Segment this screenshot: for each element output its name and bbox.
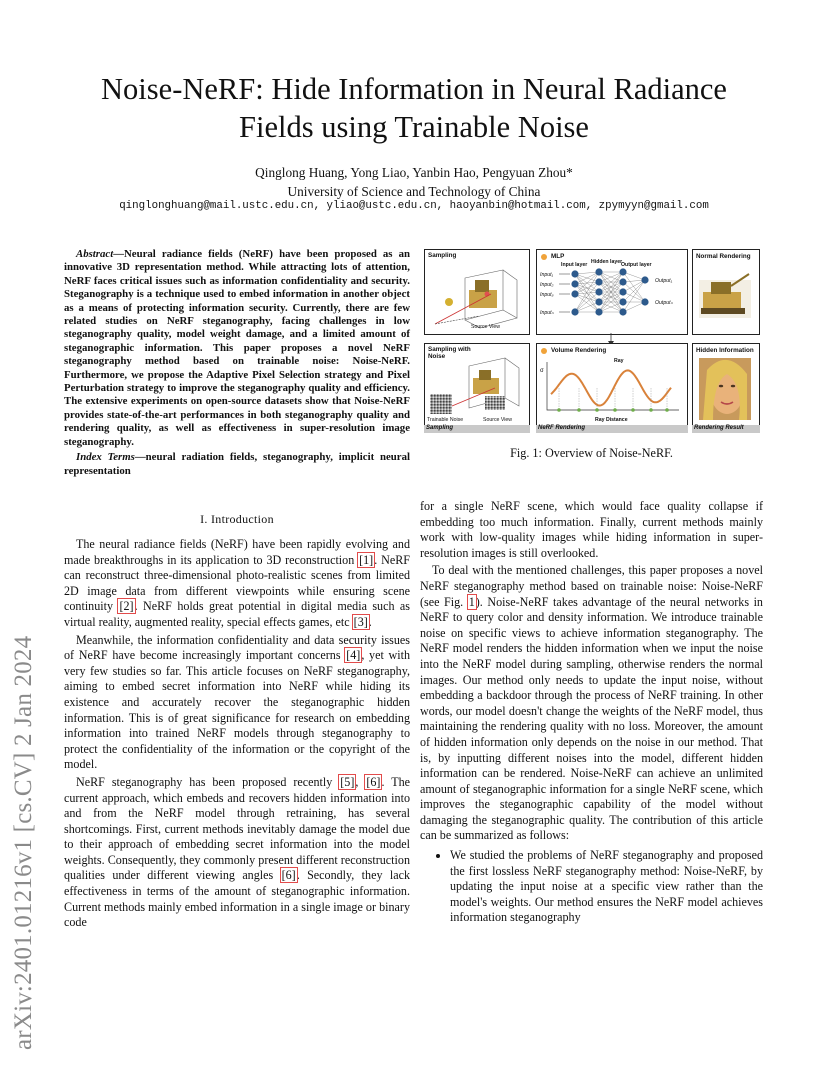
network-node <box>595 308 602 315</box>
index-terms-text: —neural radiation fields, steganography, implicit neural representation <box>64 451 410 477</box>
network-node <box>595 278 602 285</box>
mlp-label: MLP <box>551 253 565 260</box>
normal-rendering-label: Normal Rendering <box>696 253 751 260</box>
sampling-panel <box>424 249 530 335</box>
sample-point <box>595 408 599 412</box>
author-names: Qinglong Huang, Yong Liao, Yanbin Hao, Pengyuan Zhou* <box>255 165 573 180</box>
abstract-text: —Neural radiance fields (NeRF) have been proposed as an innovative 3D representation method. While attracting lots of attention, NeRF faces critical issues such as information confidentiality and security. Steganography is a technique used to embed information in another object as a means of protecting information security. Currently, there are few related studies on NeRF steganography, facing challenges in low steganography quality, model weight damage, and a limited amount of steganographic information. This paper proposes a novel NeRF steganography method based on trainable noise: Noise-NeRF. Furthermore, we propose the Adaptive Pixel Selection strategy and Pixel Perturbation strategy to improve the steganography quality and efficiency. The extensive experiments on open-source datasets show that Noise-NeRF provides state-of-the-art performances in both steganography quality and rendering quality, as well as effectiveness in super-resolution image steganography. <box>64 248 410 448</box>
body-paragraph <box>420 563 763 844</box>
abstract <box>64 248 410 478</box>
neural-network-diagram <box>537 250 687 334</box>
contribution-item: • We studied the problems of NeRF steganography and proposed the first lossless NeRF steganography method: Noise-NeRF, by updating the input noise at a specific view rather than the model's weights. Our method ensures the NeRF model achieves information steganography <box>450 848 763 926</box>
section-heading: I. Introduction <box>200 512 274 526</box>
density-curve-line <box>551 370 671 405</box>
network-node <box>641 276 648 283</box>
volume-rendering-panel <box>536 343 688 427</box>
input-label: Input₂ <box>540 282 554 288</box>
text-span: The neural radiance fields (NeRF) have been rapidly evolving and made breakthroughs in its application to 3D reconstruction <box>64 537 410 567</box>
author-block <box>40 163 788 201</box>
citation-link[interactable]: [4] <box>346 648 361 663</box>
network-node <box>595 268 602 275</box>
source-view-label: Source View <box>483 417 513 423</box>
title-line-1: Noise-NeRF: Hide Information in Neural Radiance <box>101 72 727 106</box>
intro-paragraph <box>64 537 410 631</box>
sampling-tag: Sampling <box>426 425 454 431</box>
output-layer-label: Output layer <box>621 262 652 268</box>
nerf-rendering-tag: NeRF Rendering <box>538 425 586 431</box>
hidden-portrait-image <box>693 344 759 426</box>
volume-rendering-label: Volume Rendering <box>551 347 607 354</box>
text-span: . Secondly, they lack effectiveness in terms of the amount of steganographic information. Current methods mainly embed information in a single image or binary code <box>64 868 410 930</box>
density-curve <box>537 344 687 426</box>
citation-link[interactable]: [3] <box>353 614 368 629</box>
text-span: . The current approach, which embeds and recovers hidden information into and from the NeRF model through retraining, has several shortcomings. First, current methods inevitably damage the model due to their approach of embedding secret information into the model weights. Consequently, they commonly present different reconstruction qualities under different viewing angles <box>64 774 410 883</box>
text-span: NeRF steganography has been proposed recently <box>76 774 340 789</box>
index-terms-label: Index Terms <box>76 451 135 464</box>
trainable-noise-label: Trainable Noise <box>427 417 464 423</box>
title-line-2: Fields using Trainable Noise <box>239 110 589 144</box>
ray-label: Ray <box>614 358 624 364</box>
sample-point <box>577 408 581 412</box>
figure-link[interactable]: 1 <box>468 594 475 609</box>
citation-link[interactable]: [6] <box>366 774 381 789</box>
citation-link[interactable]: [5] <box>340 774 355 789</box>
output-label: Outputₙ <box>655 300 673 306</box>
hidden-information-panel <box>692 343 760 427</box>
affiliation: University of Science and Technology of China <box>287 184 541 199</box>
intro-paragraph <box>64 775 410 931</box>
text-span: , yet with very few studies so far. This article focuses on NeRF steganography, aiming to embed secret information into NeRF while hiding its existence and accurately recover the steganographic hidden information. This is of great significance for research on embedding information into trained NeRF models through steganography to protect the confidentiality of the information or the copyright of the model. <box>64 648 410 772</box>
citation-link[interactable]: [2] <box>119 599 134 614</box>
input-label: Input₃ <box>540 292 554 298</box>
network-node <box>619 268 626 275</box>
normal-rendering-panel <box>692 249 760 335</box>
text-span: To deal with the mentioned challenges, this paper proposes a novel NeRF steganography method based on trainable noise: Noise-NeRF (see Fig. <box>420 563 763 609</box>
volume-marker-icon <box>541 348 547 354</box>
output-label: Output₁ <box>655 278 673 284</box>
sigma-label: σ <box>540 368 544 374</box>
sample-point <box>557 408 561 412</box>
contribution-list <box>420 848 763 926</box>
hidden-layer-label: Hidden layer <box>591 259 623 265</box>
network-edge <box>575 282 599 312</box>
sampling-noise-panel <box>424 343 530 427</box>
right-column-text <box>420 499 763 926</box>
text-span: Meanwhile, the information confidentiality and data security issues of NeRF have become increasingly important concerns <box>64 632 410 663</box>
panel-title: Sampling with Noise <box>428 346 471 360</box>
sample-point <box>665 408 669 412</box>
text-span: . NeRF can reconstruct three-dimensional photo-realistic scenes from limited 2D image data from different viewpoints while ensuring scene continuity <box>64 552 410 614</box>
text-span: . NeRF holds great potential in digital media such as virtual reality, augmented reality, special effects games, etc <box>64 599 411 629</box>
citation-link[interactable]: [6] <box>281 868 296 883</box>
network-node <box>619 278 626 285</box>
hidden-information-label: Hidden Information <box>696 347 754 354</box>
text-span: , <box>355 774 366 789</box>
sampling-illustration <box>425 250 529 334</box>
network-node <box>571 270 578 277</box>
mlp-marker-icon <box>541 254 547 260</box>
network-node <box>619 308 626 315</box>
intro-paragraph <box>64 633 410 773</box>
network-node <box>571 280 578 287</box>
network-edge <box>623 272 645 302</box>
figure-caption: Fig. 1: Overview of Noise-NeRF. <box>510 446 673 460</box>
input-layer-label: Input layer <box>561 262 588 268</box>
overview-figure <box>424 249 760 433</box>
paper-title <box>40 70 788 146</box>
input-label: Input₁ <box>540 272 554 278</box>
network-node <box>571 308 578 315</box>
arxiv-identifier: arXiv:2401.01216v1 [cs.CV] 2 Jan 2024 <box>10 635 37 1050</box>
ray-distance-label: Ray Distance <box>595 417 628 423</box>
input-label: Inputₙ <box>540 310 554 316</box>
network-node <box>571 290 578 297</box>
network-node <box>641 298 648 305</box>
introduction-text <box>64 537 410 931</box>
author-emails: qinglonghuang@mail.ustc.edu.cn, yliao@ustc.edu.cn, haoyanbin@hotmail.com, zpymyyn@gmail.com <box>119 200 709 212</box>
network-node <box>595 298 602 305</box>
sample-point <box>613 408 617 412</box>
rendered-scene-image <box>693 250 759 334</box>
sampling-noise-illustration <box>425 344 529 426</box>
continuation-paragraph: for a single NeRF scene, which would face quality collapse if embedding too much information. Finally, current methods mainly work with low-quality images while hiding information in super-resolution images is still overlooked. <box>420 499 763 560</box>
citation-link[interactable]: [1] <box>359 552 374 567</box>
network-node <box>595 288 602 295</box>
abstract-label: Abstract <box>76 248 114 260</box>
sample-point <box>631 408 635 412</box>
mlp-panel <box>536 249 688 335</box>
network-edge <box>623 292 645 302</box>
network-edge <box>575 302 599 312</box>
axes <box>547 362 679 410</box>
text-span: . <box>368 614 372 629</box>
rendering-result-tag: Rendering Result <box>694 425 744 431</box>
text-span: ). Noise-NeRF takes advantage of the neural networks in NeRF to query color and density information. We introduce trainable noise on specific views to achieve information steganography. The NeRF model renders the hidden information when we input the noise into the NeRF model during sampling, otherwise renders the normal images. Our method only needs to update the input noise, without embedding a backdoor through the process of NeRF training. In other words, our model doesn't change the weights of the NeRF model, thus maintaining the rendering quality with no loss. Moreover, the amount of hidden information only depends on the noise in our method. That is, by inputting different noises into the model, different hidden information can be rendered. Noise-NeRF can achieve an unlimited amount of steganographic information for a single NeRF scene, which improves the steganographic capability of the model without damaging the steganographic quality. The contribution of this article can be summarized as follows: <box>420 594 763 843</box>
network-node <box>619 288 626 295</box>
source-view-label: Source View <box>471 324 501 330</box>
network-edge <box>575 294 599 312</box>
network-node <box>619 298 626 305</box>
sample-point <box>649 408 653 412</box>
panel-title: Sampling <box>428 252 457 259</box>
